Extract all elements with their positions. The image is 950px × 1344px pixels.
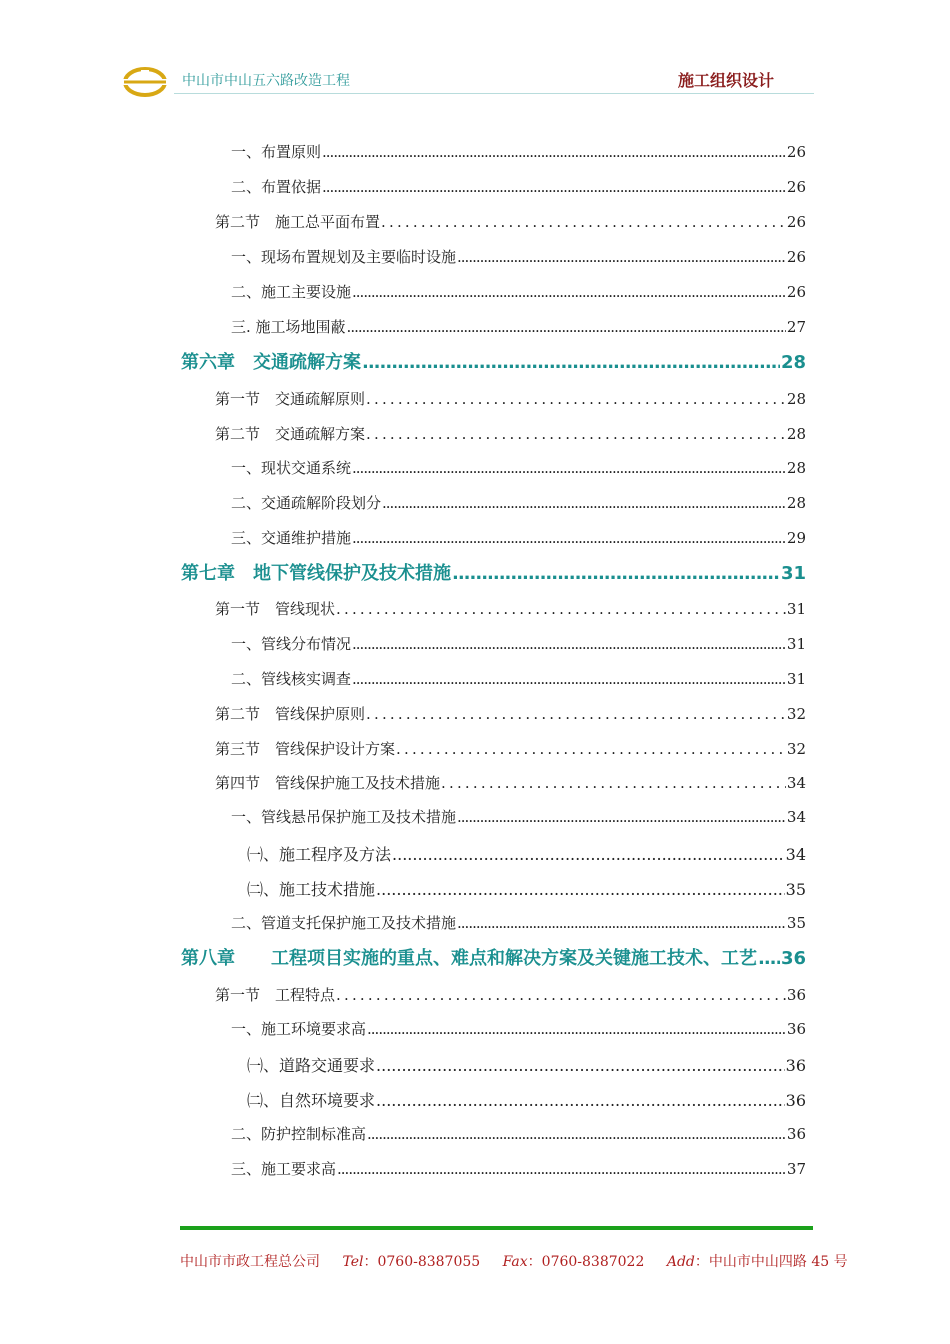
toc-entry-label: 第一节 交通疏解原则 [215,390,366,408]
toc-entry-page: 34 [786,774,806,792]
toc-entry-label: 第三节 管线保护设计方案 [215,740,396,758]
toc-dot-leader [758,948,780,969]
project-name: 中山市中山五六路改造工程 [182,73,350,89]
toc-entry-page: 36 [785,1091,806,1110]
footer-fax-label: Fax [502,1254,528,1270]
toc-dot-leader [352,670,786,688]
toc-entry[interactable] [215,423,806,444]
toc-dot-leader [352,283,786,301]
toc-entry-label: 一、管线悬吊保护施工及技术措施 [231,808,457,826]
toc-entry[interactable] [231,457,806,478]
footer-fax: ：0760-8387022 [527,1254,645,1270]
toc-dot-leader [336,986,786,1004]
toc-entry-label: 一、施工环境要求高 [231,1020,367,1038]
toc-entry[interactable] [231,912,806,933]
toc-entry-label: 第二节 施工总平面布置 [215,213,381,231]
toc-entry-label: 第七章 地下管线保护及技术措施 [181,563,451,584]
toc-entry[interactable] [215,772,806,793]
footer-divider [180,1226,813,1230]
toc-entry-label: 第二节 交通疏解方案 [215,425,366,443]
toc-entry-label: ㈡、自然环境要求 [247,1091,376,1110]
toc-dot-leader [376,1091,785,1110]
toc-entry-label: 二、防护控制标准高 [231,1125,367,1143]
toc-dot-leader [336,600,786,618]
toc-entry-label: 第一节 工程特点 [215,986,336,1004]
toc-dot-leader [457,808,786,826]
toc-dot-leader [452,563,780,584]
page-header [122,60,814,98]
footer-address: ：中山市中山四路 45 号 [694,1254,848,1270]
toc-entry-page: 35 [785,880,806,899]
toc-entry-page: 34 [785,845,806,864]
toc-entry-page: 32 [786,740,806,758]
toc-dot-leader [366,425,786,443]
toc-dot-leader [457,248,786,266]
toc-entry-page: 37 [786,1160,806,1178]
footer-address-label: Add [666,1254,695,1270]
toc-entry[interactable] [181,559,806,585]
toc-entry-label: 一、现状交通系统 [231,459,352,477]
toc-entry[interactable] [231,633,806,654]
toc-dot-leader [352,635,786,653]
toc-entry-label: 第二节 管线保护原则 [215,705,366,723]
toc-dot-leader [457,914,786,932]
page-footer [180,1251,848,1271]
toc-entry-label: ㈠、施工程序及方法 [247,845,392,864]
toc-entry-page: 28 [780,352,806,373]
toc-entry[interactable] [247,1088,806,1111]
toc-entry-page: 28 [786,425,806,443]
toc-entry-label: 第八章 工程项目实施的重点、难点和解决方案及关键施工技术、工艺 [181,948,757,969]
toc-dot-leader [381,213,786,231]
toc-entry-page: 36 [785,1056,806,1075]
toc-entry[interactable] [231,668,806,689]
toc-entry[interactable] [247,1053,806,1076]
toc-entry-page: 28 [786,494,806,512]
toc-dot-leader [392,845,785,864]
toc-entry[interactable] [231,527,806,548]
toc-entry-page: 29 [786,529,806,547]
toc-entry-label: 二、施工主要设施 [231,283,352,301]
company-logo-icon [122,66,168,98]
toc-entry-page: 36 [786,986,806,1004]
toc-entry-label: 第四节 管线保护施工及技术措施 [215,774,441,792]
toc-entry[interactable] [231,176,806,197]
toc-entry-page: 32 [786,705,806,723]
toc-entry-label: 三、交通维护措施 [231,529,352,547]
toc-dot-leader [362,352,780,373]
toc-dot-leader [352,529,786,547]
toc-dot-leader [366,390,786,408]
toc-dot-leader [366,705,786,723]
toc-dot-leader [376,1056,785,1075]
toc-dot-leader [396,740,786,758]
toc-entry-label: 三、施工要求高 [231,1160,337,1178]
toc-entry[interactable] [231,246,806,267]
toc-dot-leader [322,178,786,196]
toc-dot-leader [367,1020,786,1038]
toc-entry-page: 26 [786,143,806,161]
toc-entry[interactable] [231,806,806,827]
toc-entry-label: 三. 施工场地围蔽 [231,318,346,336]
toc-dot-leader [367,1125,786,1143]
toc-entry-page: 36 [780,948,806,969]
toc-entry-page: 26 [786,283,806,301]
toc-entry-label: 第一节 管线现状 [215,600,336,618]
toc-dot-leader [376,880,785,899]
toc-dot-leader [337,1160,786,1178]
toc-dot-leader [352,459,786,477]
toc-entry-page: 31 [786,635,806,653]
toc-entry-label: ㈠、道路交通要求 [247,1056,376,1075]
toc-entry-label: 二、管道支托保护施工及技术措施 [231,914,457,932]
footer-company: 中山市市政工程总公司 [180,1254,320,1270]
toc-entry-page: 31 [786,600,806,618]
toc-entry-label: ㈡、施工技术措施 [247,880,376,899]
toc-entry[interactable] [247,842,806,865]
toc-entry-page: 35 [786,914,806,932]
toc-entry[interactable] [231,1158,806,1179]
toc-entry[interactable] [181,348,806,374]
toc-entry[interactable] [231,492,806,513]
toc-entry-page: 36 [786,1125,806,1143]
toc-entry-label: 二、布置依据 [231,178,322,196]
toc-entry-page: 31 [786,670,806,688]
toc-dot-leader [382,494,786,512]
toc-entry-page: 31 [780,563,806,584]
toc-entry-page: 26 [786,178,806,196]
toc-entry[interactable] [231,1123,806,1144]
toc-entry[interactable] [215,598,806,619]
toc-entry[interactable] [231,281,806,302]
toc-entry[interactable] [215,211,806,232]
toc-entry-page: 28 [786,459,806,477]
toc-entry[interactable] [181,944,806,970]
footer-tel-label: Tel [342,1254,364,1270]
toc-entry[interactable] [215,738,806,759]
toc-dot-leader [347,318,786,336]
toc-entry[interactable] [231,141,806,162]
toc-entry-page: 27 [786,318,806,336]
toc-entry-label: 第六章 交通疏解方案 [181,352,361,373]
toc-entry-label: 二、交通疏解阶段划分 [231,494,382,512]
footer-tel: ：0760-8387055 [363,1254,481,1270]
toc-entry-page: 26 [786,248,806,266]
toc-entry-label: 二、管线核实调查 [231,670,352,688]
toc-entry-page: 28 [786,390,806,408]
toc-entry[interactable] [215,984,806,1005]
toc-entry-label: 一、管线分布情况 [231,635,352,653]
toc-dot-leader [441,774,786,792]
toc-entry-label: 一、布置原则 [231,143,322,161]
document-title: 施工组织设计 [677,71,774,90]
toc-dot-leader [322,143,786,161]
toc-entry[interactable] [231,316,806,337]
toc-entry-page: 36 [786,1020,806,1038]
toc-entry[interactable] [231,1018,806,1039]
toc-entry-page: 26 [786,213,806,231]
header-divider [174,93,814,94]
toc-entry[interactable] [215,703,806,724]
toc-entry[interactable] [247,877,806,900]
toc-entry[interactable] [215,388,806,409]
toc-entry-page: 34 [786,808,806,826]
toc-entry-label: 一、现场布置规划及主要临时设施 [231,248,457,266]
